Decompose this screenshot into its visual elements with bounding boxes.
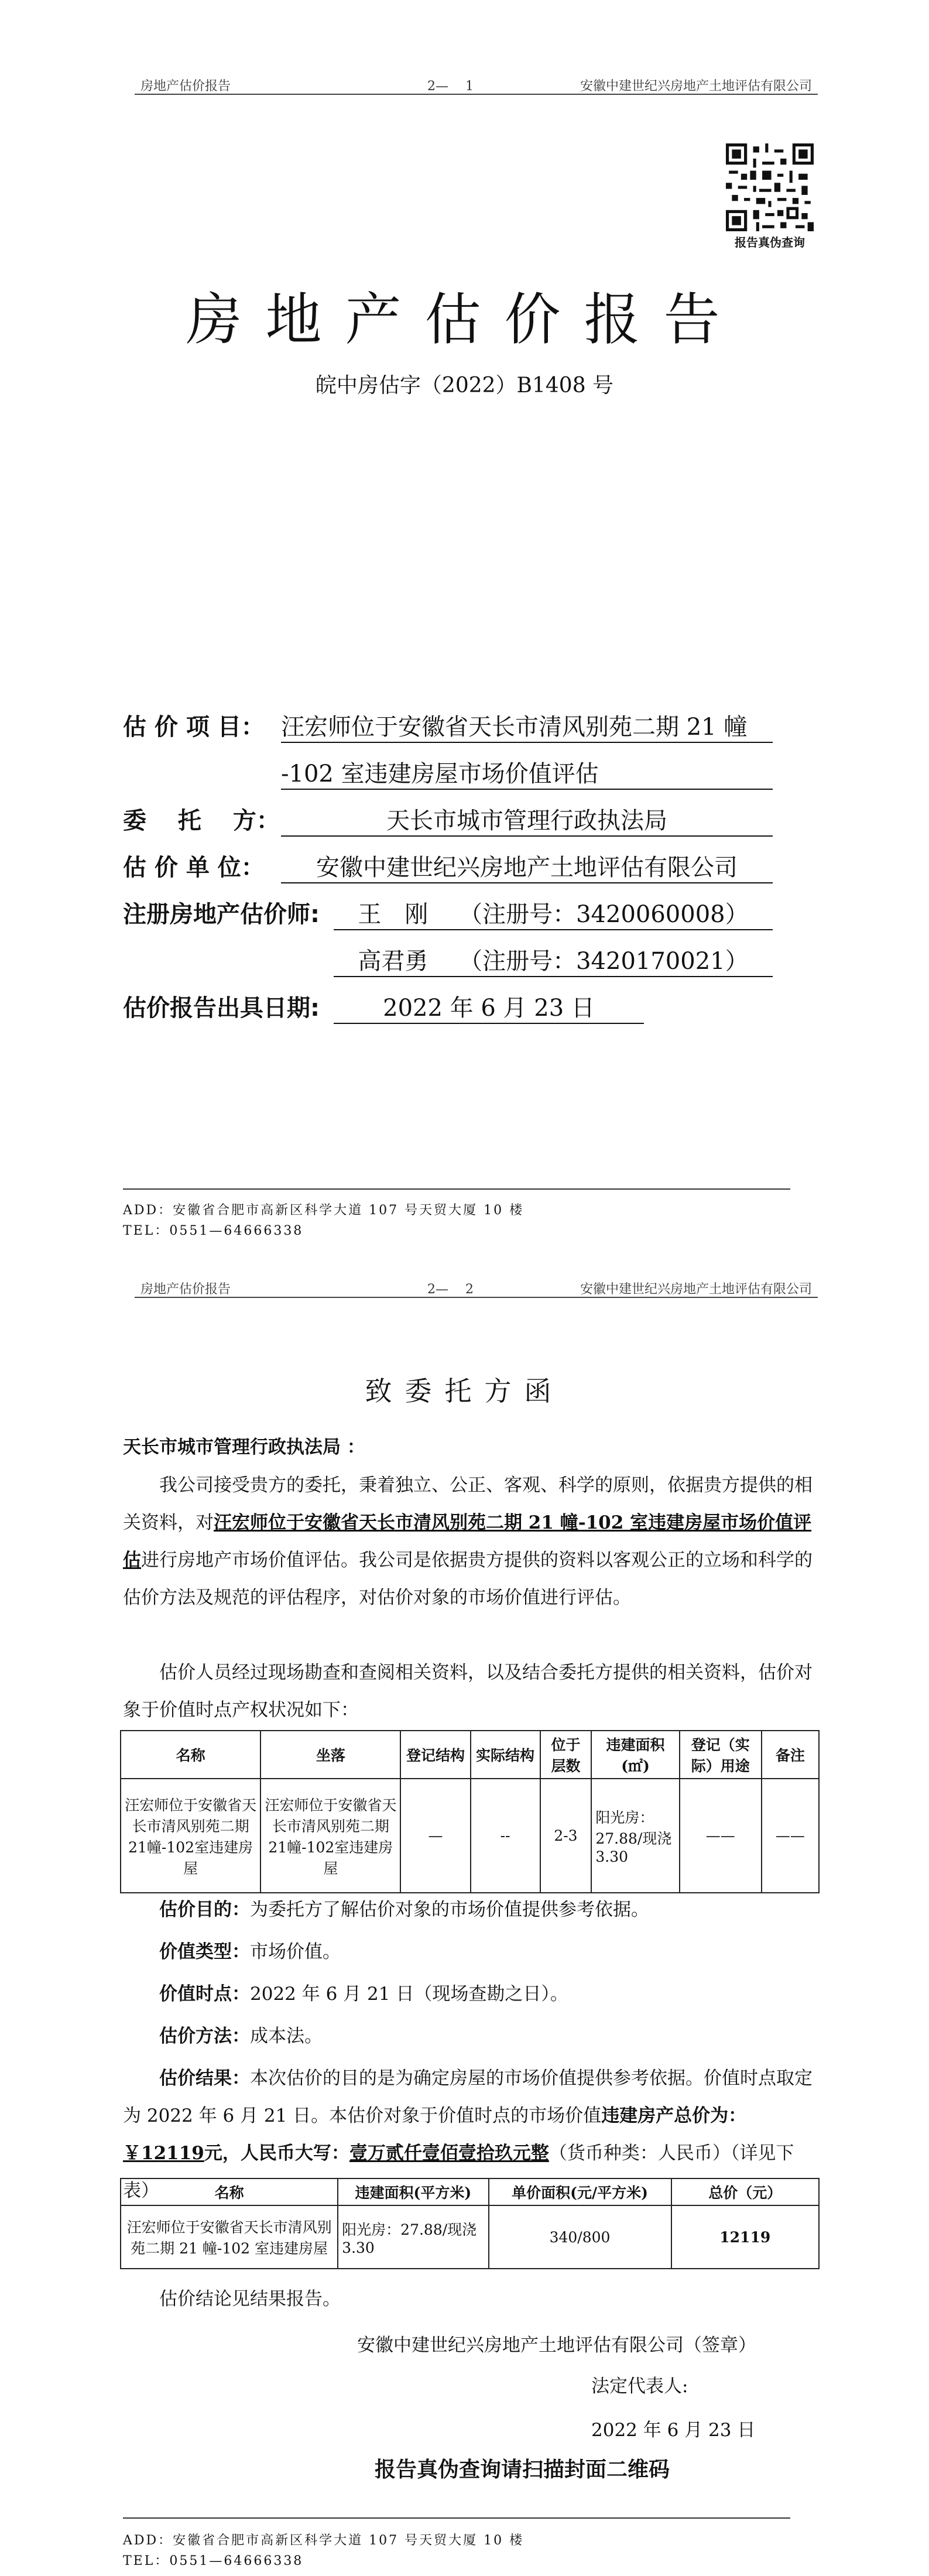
purpose-row [159, 1891, 815, 1928]
addressee: 天长市城市管理行政执法局 ： [123, 1437, 365, 1458]
appraiser-label: 估 价 单 位： [123, 854, 265, 881]
cell-name: 汪宏师位于安徽省天长市清风别苑二期 21 幢-102 室违建房屋 [121, 2205, 338, 2269]
th-area: 违建面积(㎡) [591, 1731, 679, 1779]
result-rmb-value: 壹万贰仟壹佰壹拾玖元整 [349, 2143, 549, 2164]
result-label: 估价结果： [159, 2068, 250, 2089]
p1-intro: 我公司接受贵方的委托，秉着独立、公正、客观、科学的原则，依据贵方提供的相关资料，对 [123, 1475, 813, 1533]
type-label: 价值类型： [159, 1941, 250, 1962]
date-value: 2022 年 6 月 23 日 [334, 989, 644, 1024]
footer-tel: TEL：0551—64666338 [123, 2554, 304, 2568]
method-row [159, 2017, 815, 2055]
result-text: 本次估价的目的是为确定房屋的市场价值提供参考依据。价值时点取定为 2022 年 6 月 21 日。本估价对象于价值时点的市场价值 [123, 2068, 813, 2126]
table-header-row [121, 1731, 819, 1779]
time-row [159, 1975, 815, 2013]
cell-reg-structure: — [400, 1779, 470, 1893]
purpose-value: 为委托方了解估价对象的市场价值提供参考依据。 [250, 1899, 649, 1920]
cell-usage: —— [680, 1779, 762, 1893]
footer-address: ADD：安徽省合肥市高新区科学大道 107 号天贸大厦 10 楼 [123, 2533, 525, 2548]
property-table [120, 1730, 820, 1893]
result-rmb-label: 元，人民币大写： [204, 2143, 349, 2164]
th-usage: 登记（实际）用途 [680, 1731, 762, 1779]
letter-title: 致委托方函 [365, 1375, 564, 1407]
date-row [123, 989, 644, 1024]
p1-object: 汪宏师位于安徽省天长市清风别苑二期 21 幢-102 室违建房屋市场价值评估 [123, 1512, 812, 1571]
project-value-line1: 汪宏师位于安徽省天长市清风别苑二期 21 幢 [281, 708, 773, 743]
paragraph-2: 估价人员经过现场勘查和查阅相关资料，以及结合委托方提供的相关资料，估价对象于价值时点产权状况如下： [123, 1662, 813, 1721]
footer-divider [123, 1188, 790, 1190]
cell-name: 汪宏师位于安徽省天长市清风别苑二期21幢-102室违建房屋 [121, 1779, 260, 1893]
cell-actual-structure: -- [471, 1779, 540, 1893]
result-total-value: ￥12119 [123, 2143, 204, 2164]
project-row [123, 708, 773, 743]
type-row [159, 1933, 815, 1971]
client-label: 委 托 方： [123, 807, 280, 834]
project-label: 估 价 项 目： [123, 714, 265, 741]
company-seal: 安徽中建世纪兴房地产土地评估有限公司（签章） [357, 2335, 756, 2356]
result-total-label: 违建房产总价为： [601, 2105, 747, 2126]
conclusion: 估价结论见结果报告。 [159, 2289, 341, 2310]
cell-remark: —— [762, 1779, 819, 1893]
purpose-label: 估价目的： [159, 1899, 250, 1920]
footer-address: ADD：安徽省合肥市高新区科学大道 107 号天贸大厦 10 楼 [123, 1203, 525, 1218]
th-location: 坐落 [260, 1731, 400, 1779]
footer-tel: TEL：0551—64666338 [123, 1224, 304, 1238]
client-value: 天长市城市管理行政执法局 [281, 802, 773, 837]
th-actual-structure: 实际结构 [471, 1731, 540, 1779]
valuer-2: 高君勇 （注册号：3420170021） [334, 943, 773, 977]
qr-code-icon[interactable] [726, 143, 814, 231]
qr-caption: 报告真伪查询 [735, 235, 805, 249]
p1-rest: 进行房地产市场价值评估。我公司是依据贵方提供的资料以客观公正的立场和科学的估价方法及规范的评估程序，对估价对象的市场价值进行评估。 [123, 1550, 813, 1608]
th-floor: 位于层数 [540, 1731, 592, 1779]
th-reg-structure: 登记结构 [400, 1731, 470, 1779]
valuer-row [123, 896, 773, 930]
project-value-line2: -102 室违建房屋市场价值评估 [281, 755, 773, 790]
project-row-2 [281, 755, 773, 790]
header-company: 安徽中建世纪兴房地产土地评估有限公司 [580, 79, 812, 94]
verify-note: 报告真伪查询请扫描封面二维码 [375, 2458, 670, 2482]
appraiser-value: 安徽中建世纪兴房地产土地评估有限公司 [281, 849, 773, 883]
valuer-label: 注册房地产估价师: [123, 901, 320, 928]
valuer-row-2 [334, 943, 773, 977]
th-unit-price: 单价面积(元/平方米) [489, 2178, 671, 2205]
th-total: 总价（元） [671, 2178, 819, 2205]
th-remark: 备注 [762, 1731, 819, 1779]
valuation-table [120, 2178, 820, 2269]
page-header [135, 76, 818, 95]
time-label: 价值时点： [159, 1984, 250, 2005]
th-area: 违建面积(平方米) [338, 2178, 488, 2205]
report-number: 皖中房估字（2022）B1408 号 [315, 374, 614, 398]
cell-total: 12119 [671, 2205, 819, 2269]
cell-area: 阳光房：27.88/现浇 3.30 [338, 2205, 488, 2269]
method-value: 成本法。 [250, 2026, 323, 2047]
time-value: 2022 年 6 月 21 日（现场查勘之日）。 [250, 1984, 568, 2005]
th-name: 名称 [121, 2178, 338, 2205]
header-page-number: 2— 2 [427, 1282, 474, 1297]
client-row [123, 802, 773, 837]
method-label: 估价方法： [159, 2026, 250, 2047]
header-left: 房地产估价报告 [140, 79, 231, 94]
table-row [121, 1779, 819, 1893]
cell-floor: 2-3 [540, 1779, 592, 1893]
paragraph-1 [123, 1467, 814, 1616]
header-left: 房地产估价报告 [140, 1282, 231, 1297]
result-currency-note: （货币种类：人民币）（详见下表） [123, 2143, 794, 2201]
date-label: 估价报告出具日期: [123, 995, 320, 1022]
header-company: 安徽中建世纪兴房地产土地评估有限公司 [580, 1282, 812, 1297]
table-header-row [121, 2178, 819, 2205]
page-header-2 [135, 1279, 818, 1298]
report-title: 房地产估价报告 [186, 287, 743, 352]
appraiser-row [123, 849, 773, 883]
cell-location: 汪宏师位于安徽省天长市清风别苑二期21幢-102室违建房屋 [260, 1779, 400, 1893]
cell-unit-price: 340/800 [489, 2205, 671, 2269]
table-row [121, 2205, 819, 2269]
header-page-number: 2— 1 [427, 79, 474, 94]
cell-area: 阳光房：27.88/现浇 3.30 [591, 1779, 679, 1893]
type-value: 市场价值。 [250, 1941, 341, 1962]
th-name: 名称 [121, 1731, 260, 1779]
valuer-1: 王 刚 （注册号：3420060008） [334, 896, 773, 930]
signature-date: 2022 年 6 月 23 日 [591, 2420, 756, 2441]
legal-representative: 法定代表人: [591, 2376, 688, 2397]
footer-divider [123, 2517, 790, 2519]
